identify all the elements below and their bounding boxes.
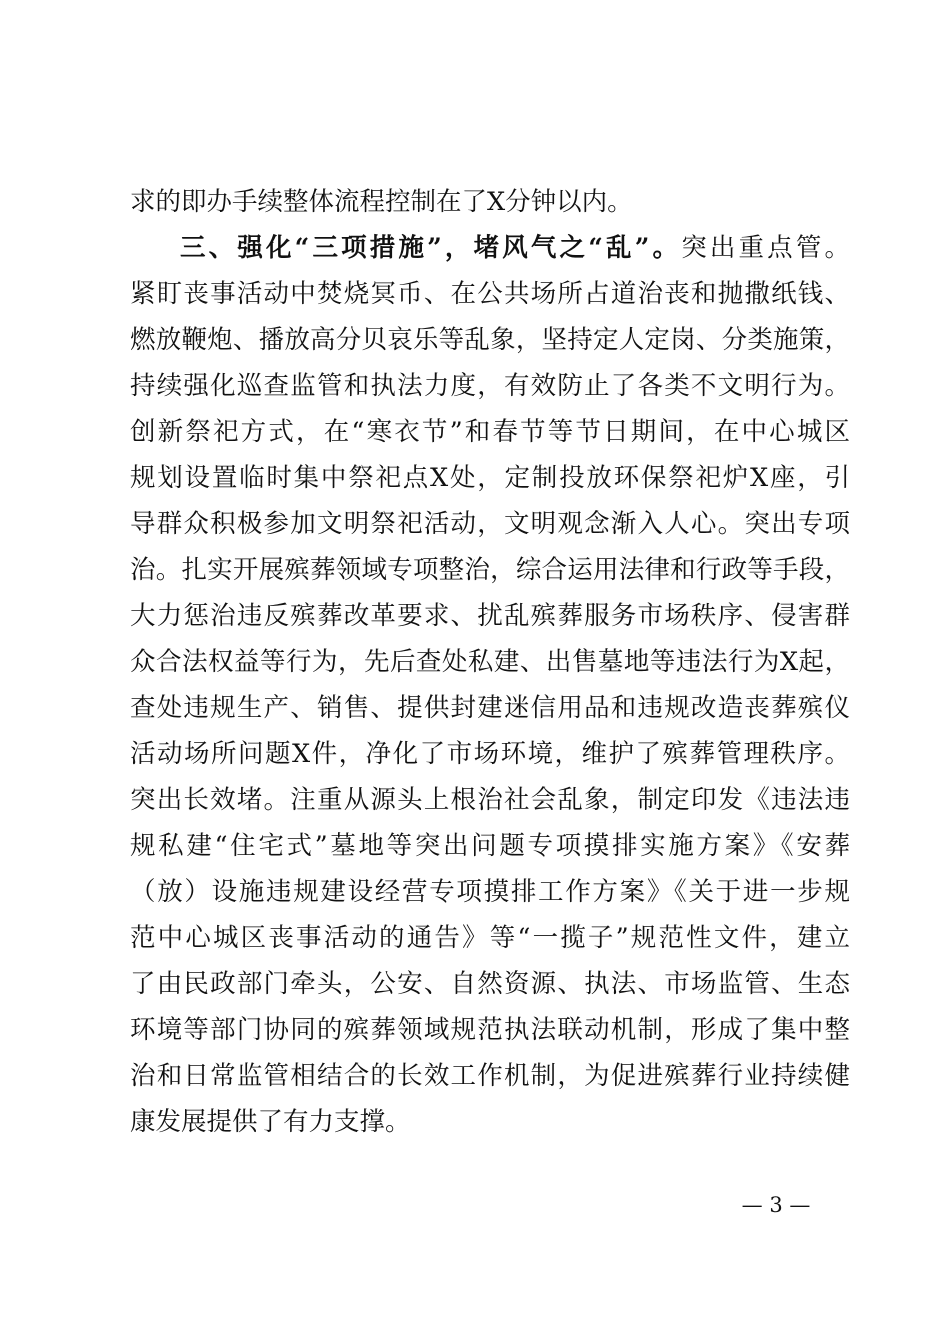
- body-line-2: 紧盯丧事活动中焚烧冥币、在公共场所占道治丧和抛撒纸钱、: [130, 279, 850, 309]
- body-line-18: 环境等部门协同的殡葬领域规范执法联动机制，形成了集中整: [130, 1015, 850, 1045]
- section-heading-tail: 突出重点管。: [681, 233, 850, 263]
- section-heading: 三、强化“三项措施”，堵风气之“乱”。: [180, 233, 682, 263]
- body-line-12: 活动场所问题X件，净化了市场环境，维护了殡葬管理秩序。: [130, 739, 850, 769]
- body-line-16: 范中心城区丧事活动的通告》等“一揽子”规范性文件，建立: [130, 923, 850, 953]
- body-line-6: 规划设置临时集中祭祀点X处，定制投放环保祭祀炉X座，引: [130, 463, 850, 493]
- body-line-10: 众合法权益等行为，先后查处私建、出售墓地等违法行为X起，: [130, 647, 850, 677]
- body-line-7: 导群众积极参加文明祭祀活动，文明观念渐入人心。突出专项: [130, 509, 850, 539]
- body-line-8: 治。扎实开展殡葬领域专项整治，综合运用法律和行政等手段，: [130, 555, 850, 585]
- body-line-5: 创新祭祀方式，在“寒衣节”和春节等节日期间，在中心城区: [130, 417, 850, 447]
- page-number: — 3 —: [741, 1193, 811, 1217]
- body-line-14: 规私建“住宅式”墓地等突出问题专项摸排实施方案》《安葬: [130, 831, 850, 861]
- body-line-9: 大力惩治违反殡葬改革要求、扰乱殡葬服务市场秩序、侵害群: [130, 601, 850, 631]
- body-line-4: 持续强化巡查监管和执法力度，有效防止了各类不文明行为。: [130, 371, 850, 401]
- body-line-15: （放）设施违规建设经营专项摸排工作方案》《关于进一步规: [130, 877, 850, 907]
- body-line-1: 求的即办手续整体流程控制在了X分钟以内。: [130, 187, 633, 217]
- section-heading-line: [180, 230, 850, 266]
- body-line-19: 治和日常监管相结合的长效工作机制，为促进殡葬行业持续健: [130, 1061, 850, 1091]
- body-line-17: 了由民政部门牵头，公安、自然资源、执法、市场监管、生态: [130, 969, 850, 999]
- body-line-13: 突出长效堵。注重从源头上根治社会乱象，制定印发《违法违: [130, 785, 850, 815]
- body-line-20: 康发展提供了有力支撑。: [130, 1107, 411, 1137]
- body-line-11: 查处违规生产、销售、提供封建迷信用品和违规改造丧葬殡仪: [130, 693, 850, 723]
- body-line-3: 燃放鞭炮、播放高分贝哀乐等乱象，坚持定人定岗、分类施策，: [130, 325, 850, 355]
